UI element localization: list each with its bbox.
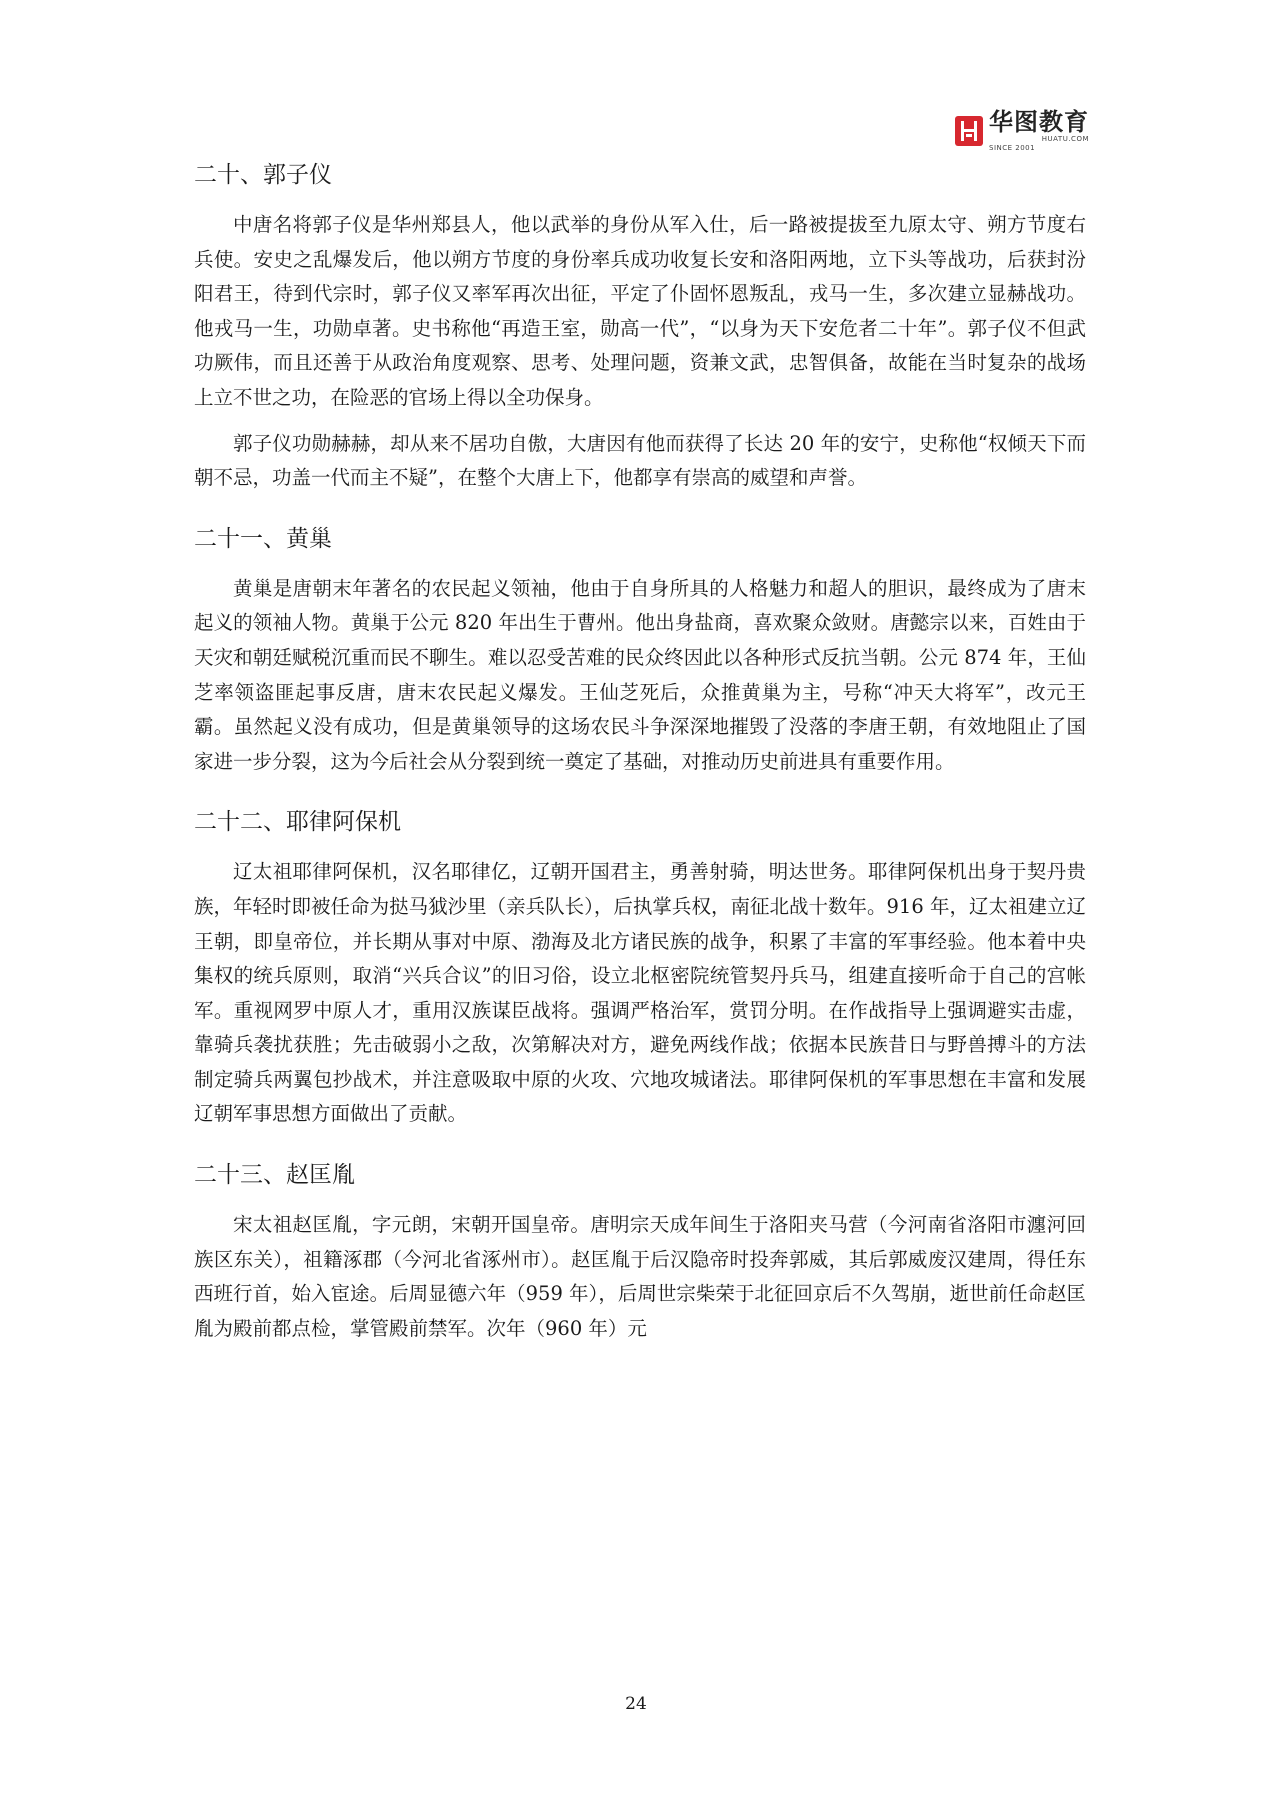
logo-sub: HUATU.COM: [1041, 135, 1089, 143]
paragraph: 郭子仪功勋赫赫，却从来不居功自傲，大唐因有他而获得了长达 20 年的安宁，史称他“权倾天下而朝不忌，功盖一代而主不疑”，在整个大唐上下，他都享有崇高的威望和声誉。: [194, 431, 1086, 490]
section-title: 二十一、黄巢: [194, 525, 332, 552]
logo-since: SINCE 2001: [989, 144, 1036, 152]
page-number: 24: [625, 1694, 647, 1714]
document-body: [194, 158, 1086, 1372]
section-title: 二十、郭子仪: [194, 162, 332, 188]
section-title: 二十二、耶律阿保机: [194, 809, 401, 836]
paragraph: 黄巢是唐朝末年著名的农民起义领袖，他由于自身所具的人格魅力和超人的胆识，最终成为了唐末起义的领袖人物。黄巢于公元 820 年出生于曹州。他出身盐商，喜欢聚众敛财。唐懿宗以来，百姓由于天灾和朝廷赋税沉重而民不聊生。难以忍受苦难的民众终因此以各种形式反抗当朝。公元 874 年，王仙芝率领盗匪起事反唐，唐末农民起义爆发。王仙芝死后，众推黄巢为主，号称“冲天大将军”，改元王霸。虽然起义没有成功，但是黄巢领导的这场农民斗争深深地摧毁了没落的李唐王朝，有效地阻止了国家进一步分裂，这为今后社会从分裂到统一奠定了基础，对推动历史前进具有重要作用。: [194, 576, 1086, 773]
section-zhao-kuangyin: [194, 1158, 1086, 1346]
huatu-logo-icon: [955, 116, 983, 146]
section-title: 二十三、赵匡胤: [194, 1162, 355, 1189]
section-yelu-abaoji: [194, 805, 1086, 1132]
logo-name: 华图教育: [989, 108, 1089, 136]
section-huang-chao: [194, 522, 1086, 780]
paragraph: 辽太祖耶律阿保机，汉名耶律亿，辽朝开国君主，勇善射骑，明达世务。耶律阿保机出身于契丹贵族，年轻时即被任命为挞马狘沙里（亲兵队长），后执掌兵权，南征北战十数年。916 年，辽太祖建立辽王朝，即皇帝位，并长期从事对中原、渤海及北方诸民族的战争，积累了丰富的军事经验。他本着中央集权的统兵原则，取消“兴兵合议”的旧习俗，设立北枢密院统管契丹兵马，组建直接听命于自己的宫帐军。重视网罗中原人才，重用汉族谋臣战将。强调严格治军，赏罚分明。在作战指导上强调避实击虚，靠骑兵袭扰获胜；先击破弱小之敌，次第解决对方，避免两线作战；依据本民族昔日与野兽搏斗的方法制定骑兵两翼包抄战术，并注意吸取中原的火攻、穴地攻城诸法。耶律阿保机的军事思想在丰富和发展辽朝军事思想方面做出了贡献。: [194, 860, 1086, 1126]
paragraph: 宋太祖赵匡胤，字元朗，宋朝开国皇帝。唐明宗天成年间生于洛阳夹马营（今河南省洛阳市瀍河回族区东关），祖籍涿郡（今河北省涿州市）。赵匡胤于后汉隐帝时投奔郭威，其后郭威废汉建周，得任东西班行首，始入宦途。后周显德六年（959 年），后周世宗柴荣于北征回京后不久驾崩，逝世前任命赵匡胤为殿前都点检，掌管殿前禁军。次年（960 年）元: [194, 1213, 1086, 1340]
huatu-logo: [955, 110, 1089, 152]
section-guo-ziyi: [194, 158, 1086, 496]
paragraph: 中唐名将郭子仪是华州郑县人，他以武举的身份从军入仕，后一路被提拔至九原太守、朔方节度右兵使。安史之乱爆发后，他以朔方节度的身份率兵成功收复长安和洛阳两地，立下头等战功，后获封汾阳君王，待到代宗时，郭子仪又率军再次出征，平定了仆固怀恩叛乱，戎马一生，多次建立显赫战功。他戎马一生，功勋卓著。史书称他“再造王室，勋高一代”，“以身为天下安危者二十年”。郭子仪不但武功厥伟，而且还善于从政治角度观察、思考、处理问题，资兼文武，忠智俱备，故能在当时复杂的战场上立不世之功，在险恶的官场上得以全功保身。: [194, 213, 1086, 409]
